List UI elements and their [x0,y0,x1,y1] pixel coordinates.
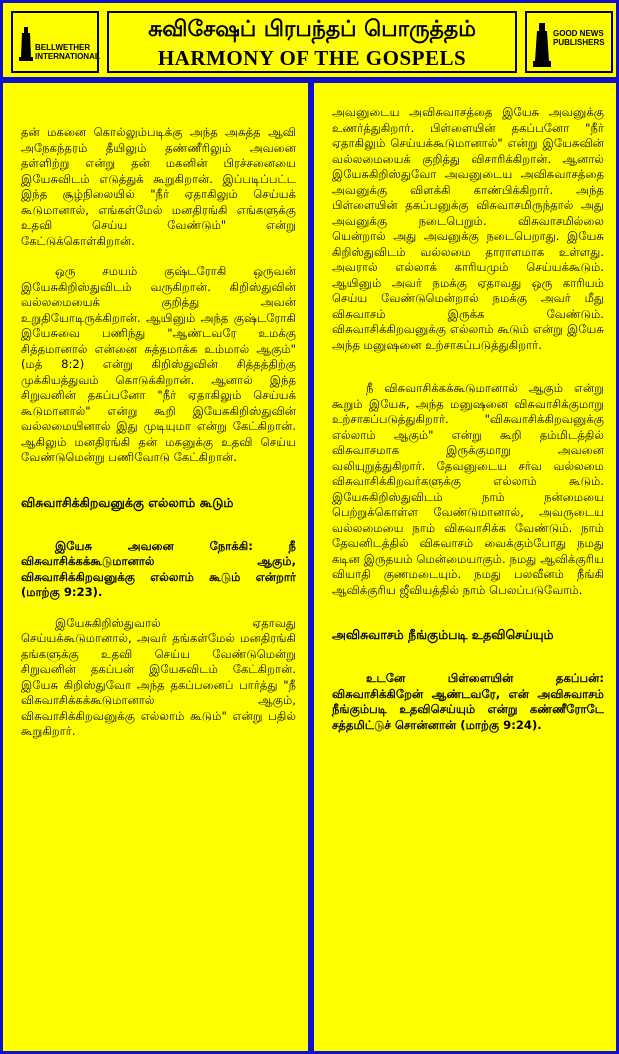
bell-tower-icon [19,27,33,61]
page-title-english: HARMONY OF THE GOSPELS [157,46,467,70]
right-verse-quote: உடனே பிள்ளையின் தகப்பன்: விசுவாசிக்கிறேன் ஆண்டவரே, என் அவிசுவாசம் நீங்கும்படி உதவிசெய்யும் என்று கண்ணீரோடே சத்தமிட்டுச் சொன்னான் (மாற்கு 9:24). [332,671,604,732]
logo-left-line2: INTERNATIONAL [35,52,100,61]
left-verse-quote: இயேசு அவனை நோக்கி: நீ விசுவாசிக்கக்கூடுமானால் ஆகும், விசுவாசிக்கிறவனுக்கு எல்லாம் கூடும் என்றார் (மாற்கு 9:23). [21,538,296,599]
logo-left-line1: BELLWETHER [35,43,91,52]
left-column [0,80,311,1054]
right-paragraph-2: நீ விசுவாசிக்கக்கூடுமானால் ஆகும் என்று கூறும் இயேசு, அந்த மனுஷனை விசுவாசிக்குமாறு உற்சாகப்படுத்துகிறார். "விசுவாசிக்கிறவனுக்கு எல்லாம் ஆகும்" என்று கூறி தம்மிடத்தில் விசுவாசமாக இருக்குமாறு அவனை வலியுறுத்துகிறார். தேவனுடைய சர்வ வல்லமை விசுவாசிக்கிறவர்களுக்கு எல்லாம் கூடும். இயேசுகிறிஸ்துவிடம் நாம் நன்மையை பெற்றுக்கொள்ள வேண்டுமானால், அவருடைய வல்லமையை நாம் விசுவாசிக்க வேண்டும். நாம் தேவனிடத்தில் விசுவாசம் வைக்கும்போது நமது கடின இருதயம் மென்மையாகும். நமது ஆவிக்குரிய வியாதி குணமடையும். நமது பலவீனம் நீங்கி ஆவிக்குரிய ஜீவியத்தில் நாம் பெலப்படுவோம். [332,381,604,597]
title-box [107,11,517,73]
right-paragraph-1: அவனுடைய அவிசுவாசத்தை இயேசு அவனுக்கு உணர்த்துகிறார். பிள்ளையின் தகப்பனோ "நீர் ஏதாகிலும் செய்யக்கூடுமானால்" என்று இயேசுவின் வல்லமையைக் குறித்து விசாரிக்கிறான். ஆனால் இயேசுகிறிஸ்துவோ அவனுடைய அவிசுவாசத்தை அவனுக்கு விளக்கி காண்பிக்கிறார். அந்த பிள்ளையின் தகப்பனுக்கு விசுவாசமிருந்தால் அது அவனுக்கு நடைபெறும். விசுவாசமில்லை யென்றால் அது அவனுக்கு நடைபெறாது. இயேசு கிறிஸ்துவிடம் வல்லமை தாராளமாக உள்ளது. அவரால் எல்லாக் காரியமும் செய்யக்கூடும். ஆயினும் அவர் நமக்கு ஏதாவது ஒரு காரியம் செய்ய வேண்டுமென்றால் நமக்கு அவர் மீது விசுவாசம் இருக்க வேண்டும். விசுவாசிக்கிறவனுக்கு எல்லாம் கூடும் என்று இயேசு அந்த மனுஷனை உற்சாகப்படுத்துகிறார். [332,105,604,352]
right-heading: அவிசுவாசம் நீங்கும்படி உதவிசெய்யும் [332,627,554,642]
good-news-logo [525,11,613,73]
page-header [0,0,619,80]
logo-right-line1: GOOD NEWS [553,29,604,38]
left-heading: விசுவாசிக்கிறவனுக்கு எல்லாம் கூடும் [21,494,234,510]
right-column [311,80,619,1054]
logo-right-line2: PUBLISHERS [553,38,605,47]
bellwether-logo [11,11,99,73]
page-title-tamil: சுவிசேஷப் பிரபந்தப் பொருத்தம் [148,17,476,42]
left-paragraph-1: தன் மகனை கொல்லும்படிக்கு அந்த அசுத்த ஆவி அநேகந்தரம் தீயிலும் தண்ணீரிலும் அவனை தள்ளிற்று என்று தன் மகனின் பிரச்சனையை இயேசுவிடம் எடுத்துக் கூறுகிறான். இப்படிப்பட்ட இந்த சூழ்நிலையில் "நீர் ஏதாகிலும் செய்யக் கூடுமானால், எங்கள்மேல் மனதிரங்கி எங்களுக்கு உதவி செய்ய வேண்டும்" என்று கேட்டுக்கொள்கிறான். [21,125,296,248]
left-paragraph-4: இயேசுகிறிஸ்துவால் ஏதாவது செய்யக்கூடுமானால், அவர் தங்கள்மேல் மனதிரங்கி தங்களுக்கு உதவி செய்ய வேண்டுமென்று சிறுவனின் தகப்பன் இயேசுவிடம் கேட்கிறான். இயேசு கிறிஸ்துவோ அந்த தகப்பனைப் பார்த்து "நீ விசுவாசிக்கக்கூடுமானால் ஆகும், விசுவாசிக்கிறவனுக்கு எல்லாம் கூடும்" என்று பதில் கூறுகிறார். [21,615,296,738]
lighthouse-icon [533,23,551,67]
left-paragraph-2: ஒரு சமயம் குஷ்டரோகி ஒருவன் இயேசுகிறிஸ்துவிடம் வருகிறான். கிறிஸ்துவின் வல்லமையைக் குறித்து அவன் உறுதியோடிருக்கிறான். ஆயினும் அந்த குஷ்டரோகி இயேசுவை பணிந்து "ஆண்டவரே உமக்கு சித்தமானால் என்னை சுத்தமாக்க உம்மால் ஆகும்" (மத் 8:2) என்று கிறிஸ்துவின் சித்தத்திற்கு முக்கியத்துவம் கொடுக்கிறான். ஆனால் இந்த சிறுவனின் தகப்பனோ "நீர் ஏதாகிலும் செய்யக் கூடுமானால்" என்று கூறி இயேசுகிறிஸ்துவின் வல்லமையினால் இது முடியுமா என்று கேட்கிறான். ஆகிலும் மனதிரங்கி தன் மகனுக்கு உதவி செய்ய வேண்டுமென்று பணிவோடு கேட்கிறான். [21,264,296,464]
